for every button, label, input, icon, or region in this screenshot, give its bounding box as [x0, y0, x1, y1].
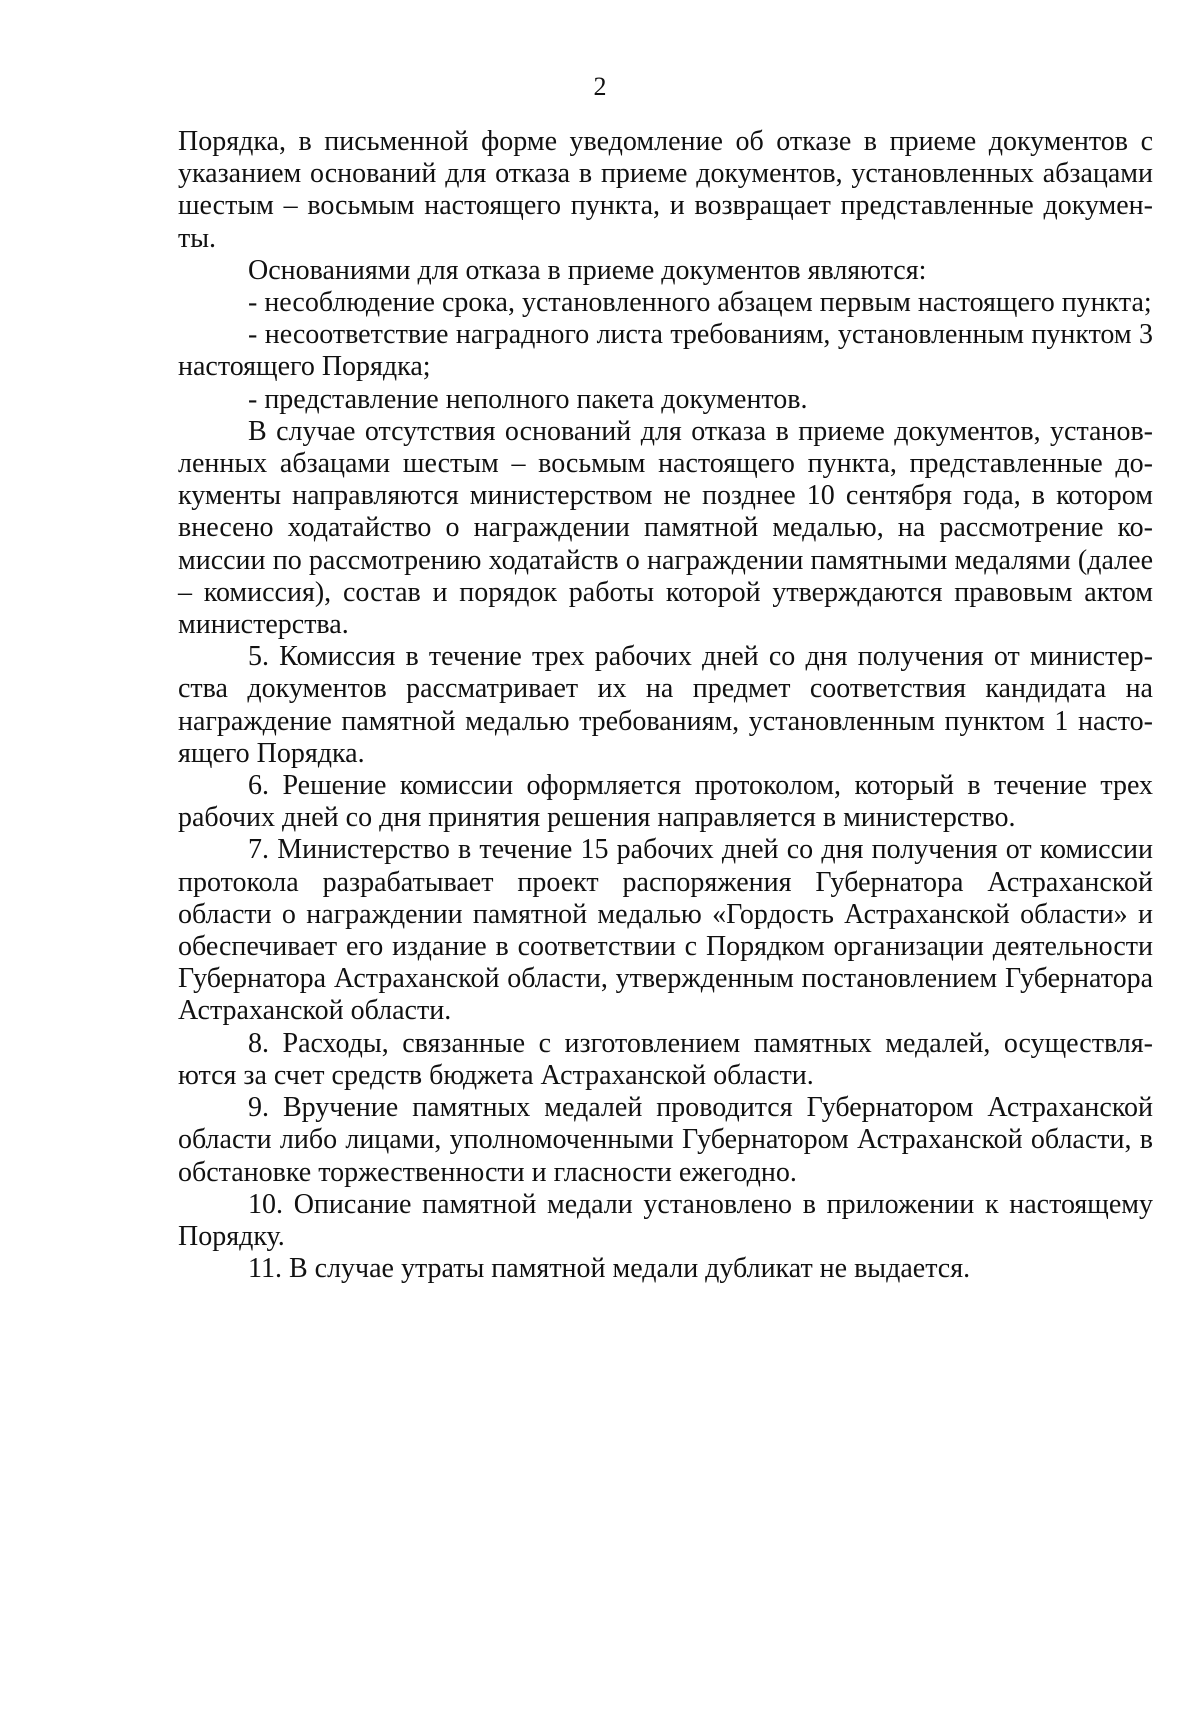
- paragraph-item-9: 9. Вручение памятных медалей проводится Губернатором Астраханской области либо лицами, уполномоченными Губернатором Астраханской области, в обстановке торжественности и гласности ежегодно.: [178, 1092, 1153, 1188]
- paragraph-ground-deadline: - несоблюдение срока, установленного абзацем первым настоящего пункта;: [248, 287, 1152, 319]
- paragraph-grounds-intro: Основаниями для отказа в приеме документов являются:: [248, 254, 927, 286]
- document-body: [178, 126, 1153, 1285]
- page-number: 2: [593, 72, 607, 101]
- paragraph-no-grounds: В случае отсутствия оснований для отказа в приеме документов, установленных абзацами шестым – восьмым настоящего пункта, представленные документы направляются министерством не позднее 10 сентября года, в котором внесено ходатайство о награждении памятной медалью, на рассмотрение комиссии по рассмотрению ходатайств о награждении памятными медалями (далее – комиссия), состав и порядок работы которой утверждаются правовым актом министерства.: [178, 415, 1153, 641]
- paragraph-item-8: 8. Расходы, связанные с изготовлением памятных медалей, осуществляются за счет средств бюджета Астраханской области.: [178, 1027, 1153, 1091]
- paragraph-ground-incomplete: - представление неполного пакета документов.: [248, 383, 808, 415]
- paragraph-item-11: 11. В случае утраты памятной медали дубликат не выдается.: [248, 1253, 971, 1285]
- paragraph-continuation: Порядка, в письменной форме уведомление об отказе в приеме документов с указанием оснований для отказа в приеме документов, установленных абзацами шестым – восьмым настоящего пункта, и возвращает представленные документы.: [178, 126, 1153, 254]
- paragraph-item-5: 5. Комиссия в течение трех рабочих дней со дня получения от министерства документов рассматривает их на предмет соответствия кандидата на награждение памятной медалью требованиям, установленным пунктом 1 настоящего Порядка.: [178, 641, 1153, 769]
- paragraph-item-10: 10. Описание памятной медали установлено в приложении к настоящему Порядку.: [178, 1188, 1153, 1252]
- paragraph-ground-requirements: - несоответствие наградного листа требованиям, установленным пунктом 3 настоящего Порядка;: [178, 319, 1153, 383]
- paragraph-item-6: 6. Решение комиссии оформляется протоколом, который в течение трех рабочих дней со дня принятия решения направляется в министерство.: [178, 770, 1153, 834]
- paragraph-item-7: 7. Министерство в течение 15 рабочих дней со дня получения от комиссии протокола разрабатывает проект распоряжения Губернатора Астраханской области о награждении памятной медалью «Гордость Астраханской области» и обеспечивает его издание в соответствии с Порядком организации деятельности Губернатора Астраханской области, утвержденным постановлением Губернатора Астраханской области.: [178, 834, 1153, 1027]
